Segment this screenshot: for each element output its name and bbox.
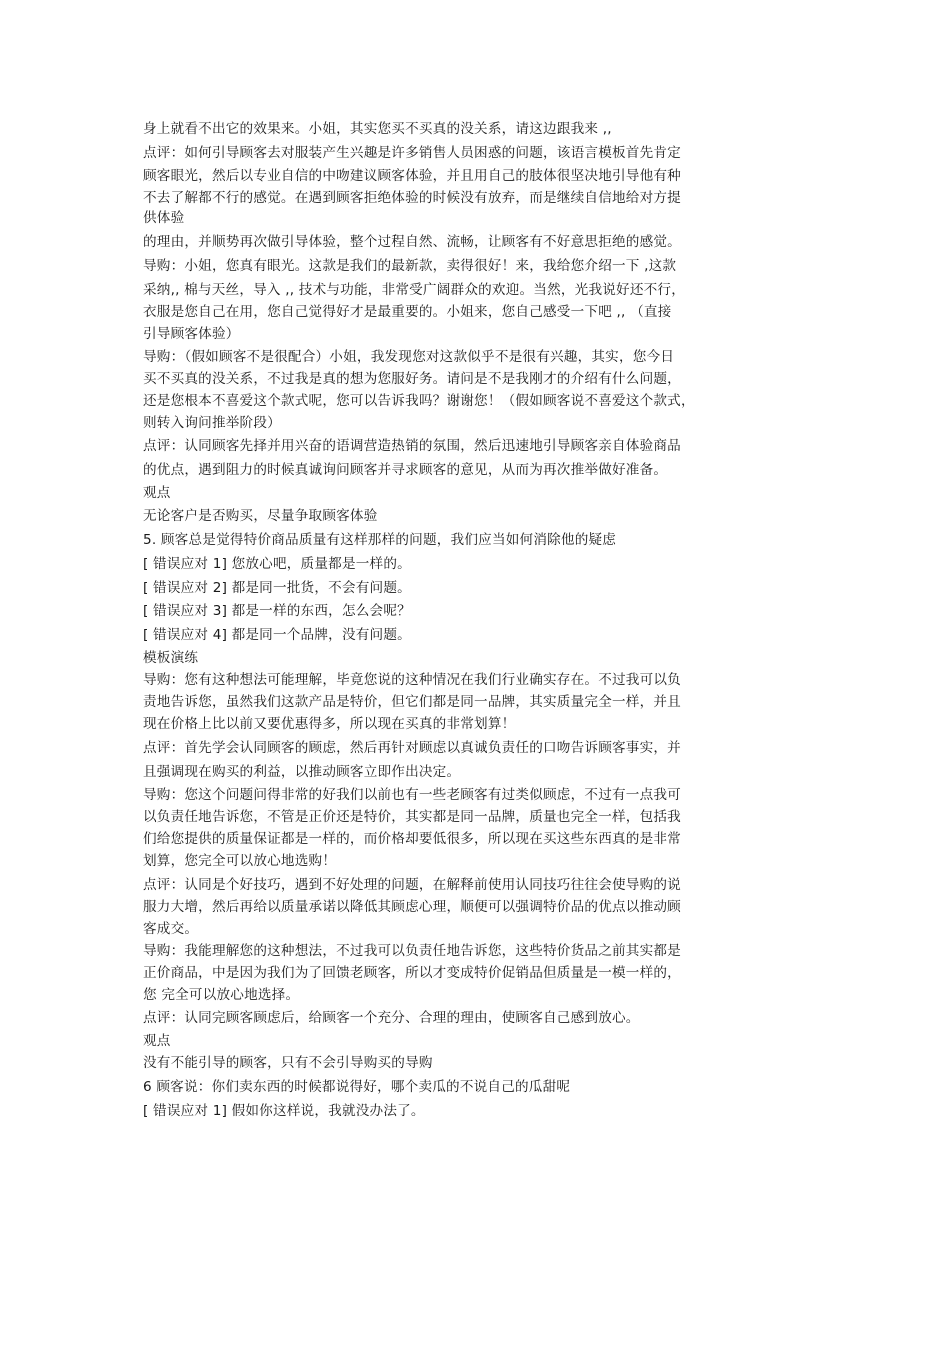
text-line: 采纳,, 棉与天丝，导入 ,, 技术与功能，非常受广阔群众的欢迎。当然，光我说好还不行， (143, 282, 686, 298)
text-line: 没有不能引导的顾客，只有不会引导购买的导购 (143, 1055, 433, 1071)
text-line: 点评：认同完顾客顾虑后，给顾客一个充分、合理的理由，使顾客自己感到放心。 (143, 1010, 640, 1026)
text-line: 的优点，遇到阻力的时候真诚询问顾客并寻求顾客的意见，从而为再次推举做好准备。 (143, 462, 668, 478)
text-line: 客成交。 (143, 921, 199, 937)
text-line: 点评：如何引导顾客去对服装产生兴趣是许多销售人员困惑的问题，该语言模板首先肯定 (143, 145, 681, 161)
text-line: 供体验 (143, 210, 185, 226)
text-line: 买不买真的没关系，不过我是真的想为您服好务。请问是不是我刚才的介绍有什么问题， (143, 371, 681, 387)
text-line: 点评：首先学会认同顾客的顾虑，然后再针对顾虑以真诚负责任的口吻告诉顾客事实，并 (143, 740, 681, 756)
text-line: 衣服是您自己在用，您自己觉得好才是最重要的。小姐来，您自己感受一下吧 ,, （直接 (143, 304, 672, 320)
text-line: 以负责任地告诉您，不管是正价还是特价，其实都是同一品牌，质量也完全一样，包括我 (143, 809, 681, 825)
text-line: 您 完全可以放心地选择。 (143, 987, 300, 1003)
text-line: 现在价格上比以前又要优惠得多，所以现在买真的非常划算！ (143, 716, 516, 732)
text-line: 的理由，并顺势再次做引导体验，整个过程自然、流畅，让顾客有不好意思拒绝的感觉。 (143, 234, 681, 250)
section-label: 模板演练 (143, 650, 199, 666)
text-line: 则转入询问推举阶段） (143, 415, 281, 431)
text-line: 点评：认同是个好技巧，遇到不好处理的问题，在解释前使用认同技巧往往会使导购的说 (143, 877, 681, 893)
list-item: [ 错误应对 1] 您放心吧，质量都是一样的。 (143, 556, 411, 572)
text-line: 划算，您完全可以放心地选购！ (143, 853, 337, 869)
section-heading: 6 顾客说：你们卖东西的时候都说得好，哪个卖瓜的不说自己的瓜甜呢 (143, 1079, 571, 1095)
text-line: 导购：（假如顾客不是很配合）小姐，我发现您对这款似乎不是很有兴趣，其实，您今日 (143, 349, 675, 365)
text-line: 导购：我能理解您的这种想法，不过我可以负责任地告诉您，这些特价货品之前其实都是 (143, 943, 681, 959)
text-line: 责地告诉您，虽然我们这款产品是特价，但它们都是同一品牌，其实质量完全一样，并且 (143, 694, 681, 710)
text-line: 点评：认同顾客先择并用兴奋的语调营造热销的氛围，然后迅速地引导顾客亲自体验商品 (143, 438, 681, 454)
text-line: 不去了解都不行的感觉。在遇到顾客拒绝体验的时候没有放弃，而是继续自信地给对方提 (143, 190, 681, 206)
list-item: [ 错误应对 1] 假如你这样说，我就没办法了。 (143, 1103, 425, 1119)
text-line: 导购：您有这种想法可能理解，毕竟您说的这种情况在我们行业确实存在。不过我可以负 (143, 672, 681, 688)
text-line: 服力大增，然后再给以质量承诺以降低其顾虑心理，顺便可以强调特价品的优点以推动顾 (143, 899, 681, 915)
text-line: 身上就看不出它的效果来。小姐，其实您买不买真的没关系，请这边跟我来 ,, (143, 121, 612, 137)
text-line: 导购：您这个问题问得非常的好我们以前也有一些老顾客有过类似顾虑，不过有一点我可 (143, 787, 681, 803)
text-line: 且强调现在购买的利益，以推动顾客立即作出决定。 (143, 764, 461, 780)
section-label: 观点 (143, 1033, 171, 1049)
section-label: 观点 (143, 485, 171, 501)
text-line: 引导顾客体验） (143, 326, 240, 342)
text-line: 顾客眼光，然后以专业自信的中吻建议顾客体验，并且用自己的肢体很坚决地引导他有种 (143, 168, 681, 184)
text-line: 正价商品，中是因为我们为了回馈老顾客，所以才变成特价促销品但质量是一模一样的， (143, 965, 681, 981)
text-line: 还是您根本不喜爱这个款式呢，您可以告诉我吗？谢谢您！（假如顾客说不喜爱这个款式， (143, 393, 695, 409)
text-line: 导购：小姐，您真有眼光。这款是我们的最新款，卖得很好！来，我给您介绍一下 ,这款 (143, 258, 677, 274)
text-line: 们给您提供的质量保证都是一样的，而价格却要低很多，所以现在买这些东西真的是非常 (143, 831, 681, 847)
list-item: [ 错误应对 4] 都是同一个品牌，没有问题。 (143, 627, 411, 643)
list-item: [ 错误应对 3] 都是一样的东西，怎么会呢？ (143, 603, 411, 619)
section-heading: 5. 顾客总是觉得特价商品质量有这样那样的问题，我们应当如何消除他的疑虑 (143, 532, 617, 548)
list-item: [ 错误应对 2] 都是同一批货，不会有问题。 (143, 580, 411, 596)
text-line: 无论客户是否购买，尽量争取顾客体验 (143, 508, 378, 524)
